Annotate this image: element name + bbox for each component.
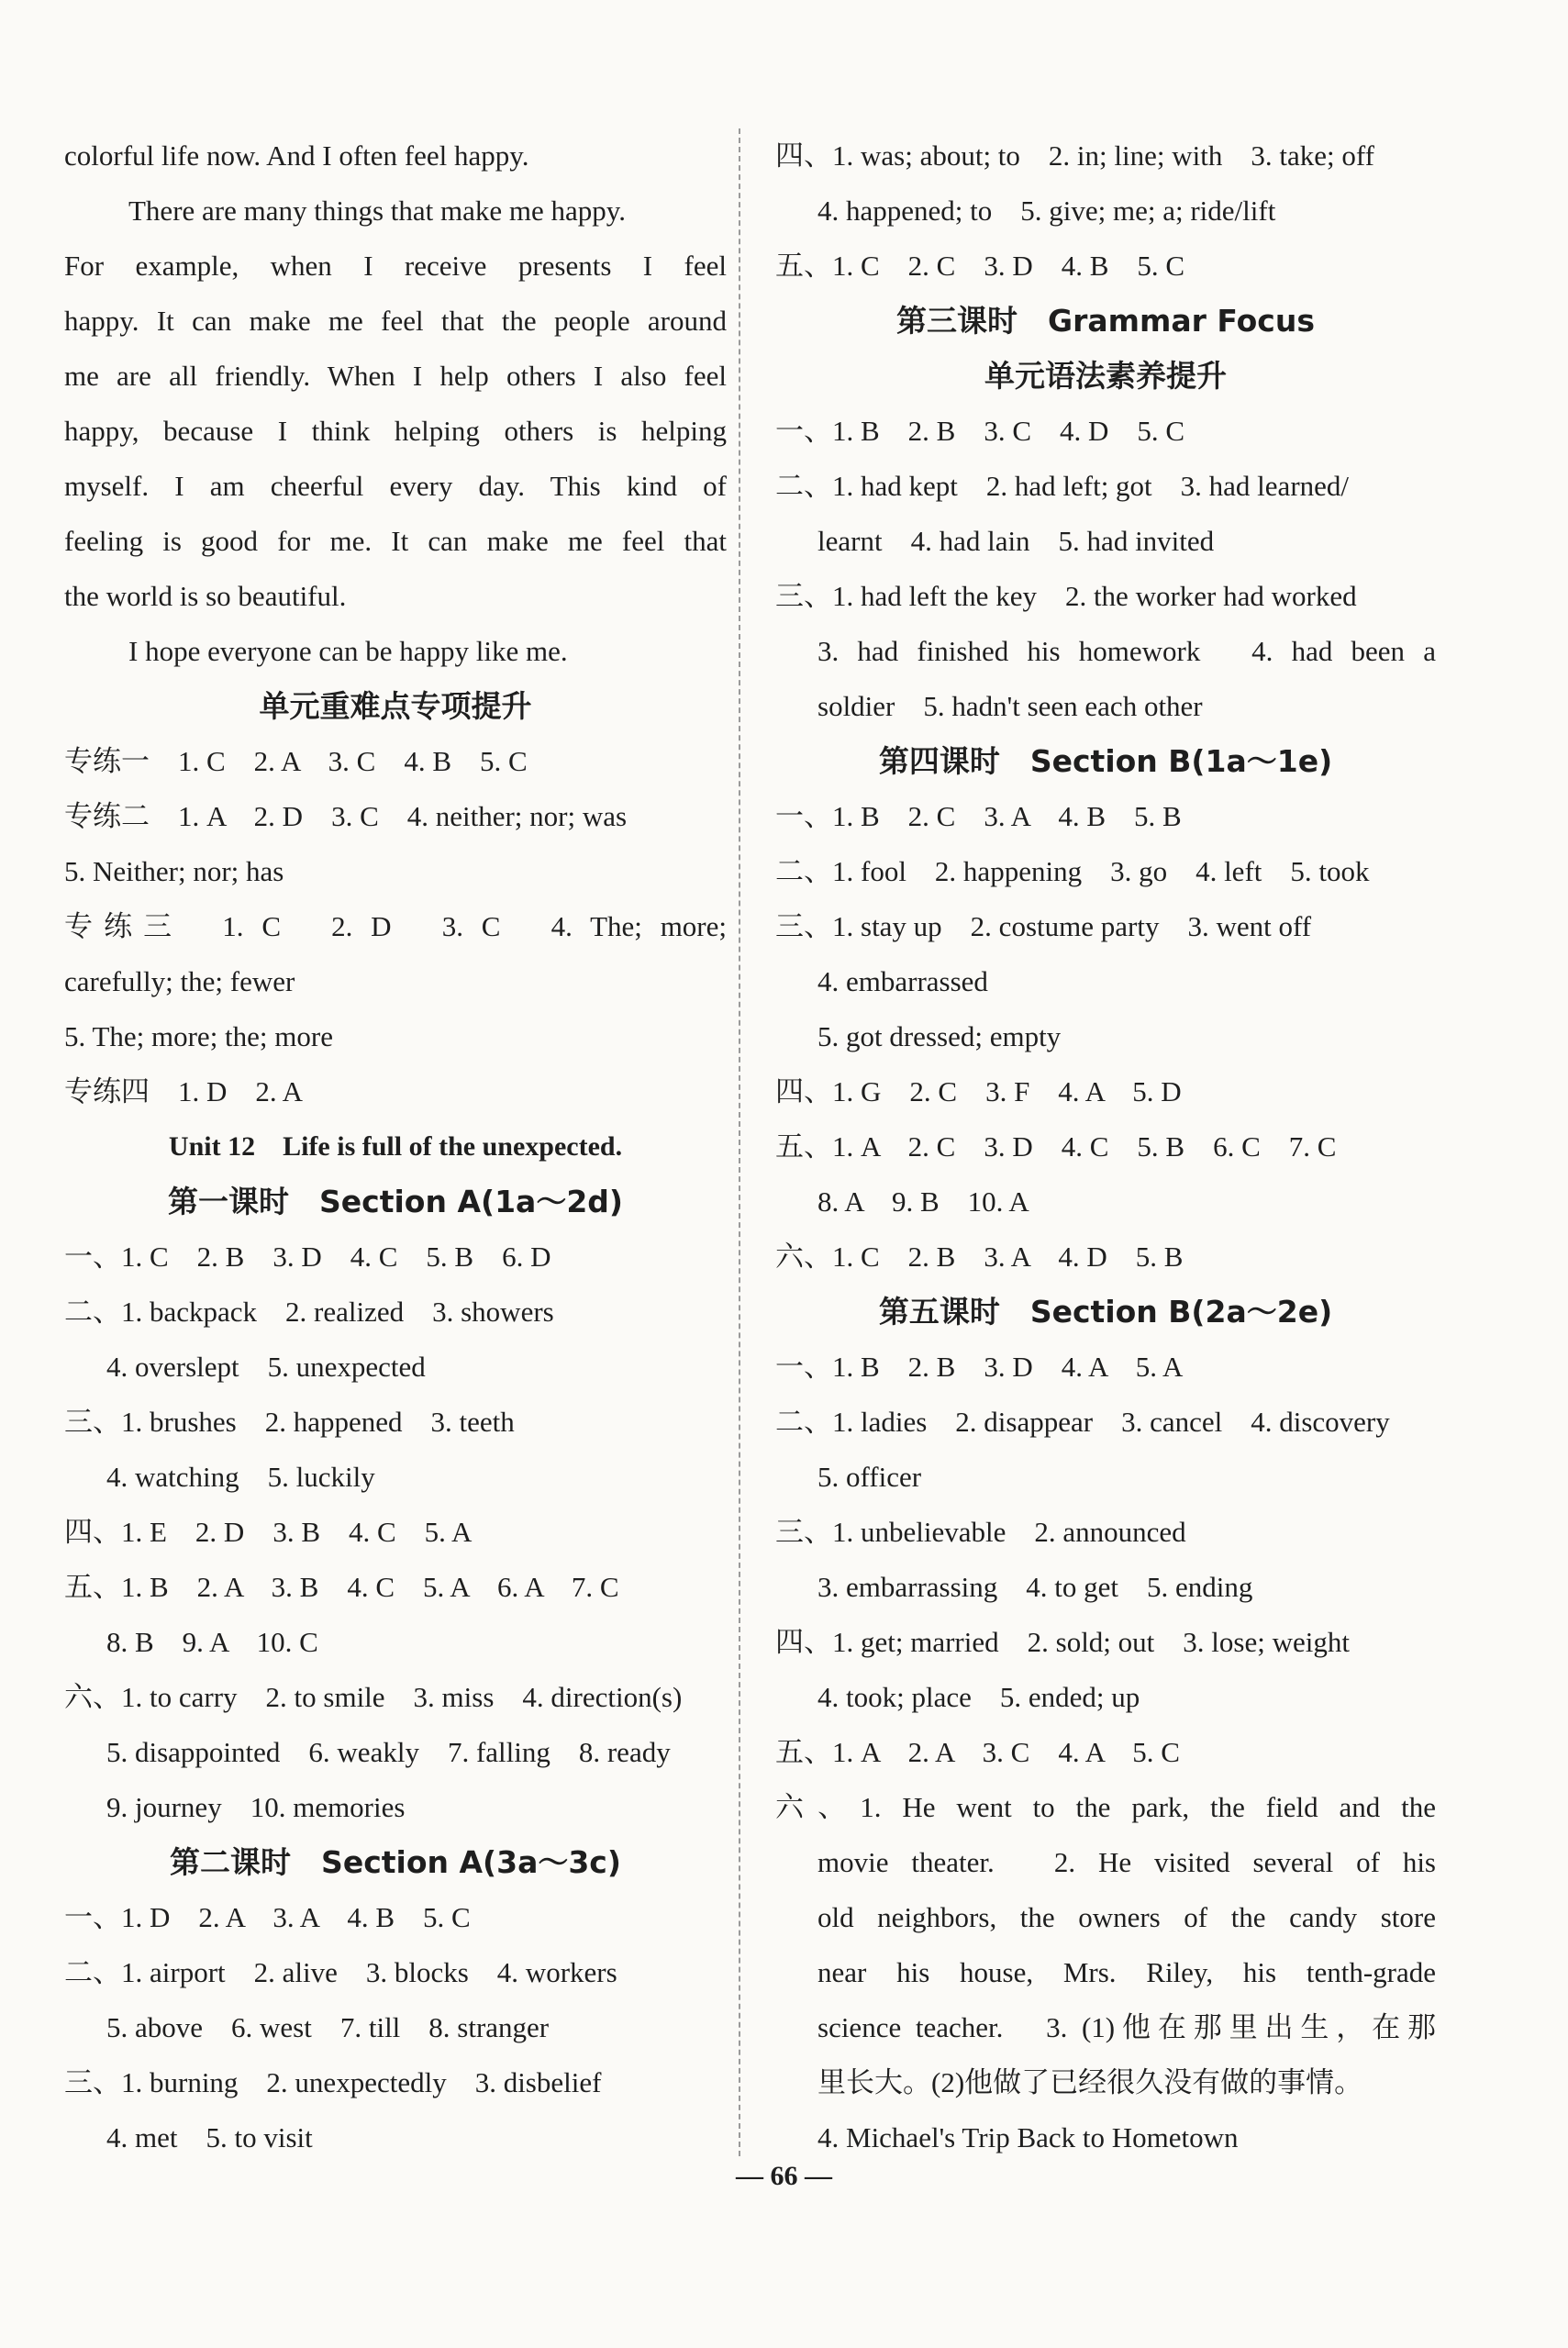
answer-line: 六、1. He went to the park, the field and the [775,1791,1436,1823]
answer-line: old neighbors, the owners of the candy store [817,1901,1436,1933]
answer-line: 4. Michael's Trip Back to Hometown [817,2121,1239,2153]
answer-line: near his house, Mrs. Riley, his tenth-grade [817,1956,1436,1988]
lesson-subheading: 单元语法素养提升 [984,358,1227,394]
answer-line: 二、1. fool 2. happening 3. go 4. left 5. took [775,855,1370,887]
text-line: happy. It can make me feel that the people around [64,305,727,337]
answer-line: 4. watching 5. luckily [106,1461,375,1493]
answer-line: 5. The; more; the; more [64,1020,333,1052]
answer-line: 一、1. B 2. C 3. A 4. B 5. B [775,800,1182,832]
answer-line: 三、1. had left the key 2. the worker had worked [775,580,1357,612]
answer-line: 专练四 1. D 2. A [64,1075,304,1107]
text-line: colorful life now. And I often feel happy. [64,139,529,172]
answer-line: 9. journey 10. memories [106,1791,406,1823]
answer-line: 4. overslept 5. unexpected [106,1351,426,1383]
answer-line: 4. happened; to 5. give; me; a; ride/lift [817,195,1276,227]
lesson-heading: 第一课时 Section A(1a～2d) [168,1184,623,1219]
answer-line: 5. above 6. west 7. till 8. stranger [106,2011,550,2043]
text-line: myself. I am cheerful every day. This kind of [64,470,727,502]
answer-line: 3. embarrassing 4. to get 5. ending [817,1571,1253,1603]
lesson-heading: 第四课时 Section B(1a～1e) [878,743,1333,779]
answer-line: 专练二 1. A 2. D 3. C 4. neither; nor; was [64,800,628,832]
unit-title: Unit 12 Life is full of the unexpected. [168,1131,623,1162]
answer-line: 一、1. B 2. B 3. C 4. D 5. C [775,415,1185,447]
answer-line: 四、1. G 2. C 3. F 4. A 5. D [775,1075,1182,1107]
answer-line: 三、1. stay up 2. costume party 3. went off [775,910,1312,942]
right-column [775,128,1436,2165]
answer-line: 4. embarrassed [817,965,988,997]
answer-line: 四、1. was; about; to 2. in; line; with 3. take; off [775,139,1374,172]
answer-line: 一、1. D 2. A 3. A 4. B 5. C [64,1901,471,1933]
answer-line: 一、1. B 2. B 3. D 4. A 5. A [775,1351,1184,1383]
answer-line: 4. took; place 5. ended; up [817,1681,1140,1713]
answer-line: 8. B 9. A 10. C [106,1626,318,1658]
answer-line: 5. got dressed; empty [817,1020,1062,1052]
text-line: feeling is good for me. It can make me feel that [64,525,727,557]
answer-line: 四、1. get; married 2. sold; out 3. lose; weight [775,1626,1350,1658]
section-heading: 单元重难点专项提升 [259,688,532,724]
text-line: the world is so beautiful. [64,580,347,612]
answer-line: 5. officer [817,1461,922,1493]
answer-line: 五、1. B 2. A 3. B 4. C 5. A 6. A 7. C [64,1571,619,1603]
answer-line: 5. disappointed 6. weakly 7. falling 8. ready [106,1736,671,1768]
answer-line: 3. had finished his homework 4. had been a [817,635,1436,667]
answer-line: 五、1. A 2. C 3. D 4. C 5. B 6. C 7. C [775,1130,1337,1163]
lesson-heading: 第五课时 Section B(2a～2e) [878,1294,1333,1330]
answer-line: 三、1. brushes 2. happened 3. teeth [64,1406,515,1438]
text-line: happy, because I think helping others is helping [64,415,727,447]
answer-line: 四、1. E 2. D 3. B 4. C 5. A [64,1516,473,1548]
left-column [64,128,727,2165]
answer-line: 专练三 1. C 2. D 3. C 4. The; more; [64,910,727,942]
answer-line: 三、1. burning 2. unexpectedly 3. disbelief [64,2066,602,2098]
answer-line: 里长大。(2)他做了已经很久没有做的事情。 [817,2066,1363,2098]
answer-line: 专练一 1. C 2. A 3. C 4. B 5. C [64,745,528,777]
answer-line: learnt 4. had lain 5. had invited [817,525,1215,557]
text-line: I hope everyone can be happy like me. [128,635,568,667]
text-line: For example, when I receive presents I feel [64,250,727,282]
answer-line: 五、1. C 2. C 3. D 4. B 5. C [775,250,1185,282]
page-number: — 66 — [736,2161,832,2191]
answer-line: 六、1. to carry 2. to smile 3. miss 4. direction(s) [64,1681,683,1713]
answer-line: 5. Neither; nor; has [64,855,284,887]
text-line: There are many things that make me happy. [128,195,627,227]
answer-line: 二、1. had kept 2. had left; got 3. had learned/ [775,470,1350,502]
answer-line: 三、1. unbelievable 2. announced [775,1516,1186,1548]
lesson-heading: 第三课时 Grammar Focus [895,303,1315,339]
answer-line: 五、1. A 2. A 3. C 4. A 5. C [775,1736,1180,1768]
lesson-heading: 第二课时 Section A(3a～3c) [170,1844,621,1880]
answer-line: 8. A 9. B 10. A [817,1185,1029,1218]
column-divider [739,128,740,2156]
answer-line: 六、1. C 2. B 3. A 4. D 5. B [775,1241,1184,1273]
answer-line: 二、1. airport 2. alive 3. blocks 4. workers [64,1956,617,1988]
answer-line: 二、1. backpack 2. realized 3. showers [64,1296,554,1328]
answer-line: movie theater. 2. He visited several of his [817,1846,1436,1878]
answer-line: 二、1. ladies 2. disappear 3. cancel 4. discovery [775,1406,1390,1438]
answer-line: science teacher. 3. (1)他在那里出生，在那 [817,2011,1436,2043]
answer-line: carefully; the; fewer [64,965,295,997]
answer-line: soldier 5. hadn't seen each other [817,690,1203,722]
text-line: me are all friendly. When I help others I also feel [64,360,727,392]
answer-line: 一、1. C 2. B 3. D 4. C 5. B 6. D [64,1241,551,1273]
answer-line: 4. met 5. to visit [106,2121,313,2153]
